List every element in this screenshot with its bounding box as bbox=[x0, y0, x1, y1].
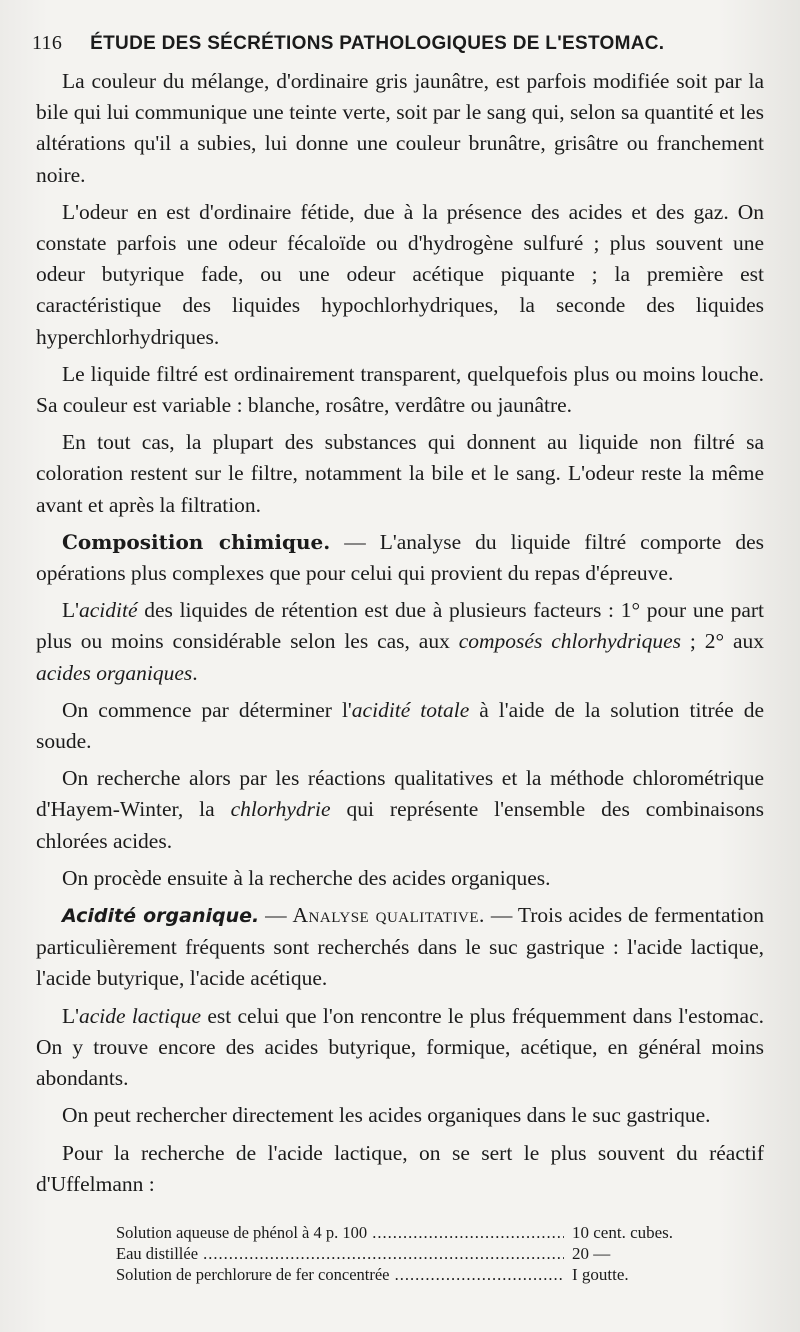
paragraph-3: Le liquide filtré est ordinairement transparent, quelquefois plus ou moins louche. Sa couleur est variable : blanche, rosâtre, verdâtre ou jaunâtre. bbox=[36, 361, 764, 418]
recipe-row bbox=[116, 1222, 756, 1243]
paragraph-5: Composition chimique. — L'analyse du liquide filtré comporte des opérations plus complexes que pour celui qui provient du repas d'épreuve. bbox=[36, 529, 764, 586]
recipe-row bbox=[116, 1264, 756, 1285]
recipe-amount: I goutte. bbox=[572, 1265, 629, 1284]
paragraph-4: En tout cas, la plupart des substances qui donnent au liquide non filtré sa coloration restent sur le filtre, notamment la bile et le sang. L'odeur reste la même avant et après la filtration. bbox=[36, 430, 764, 517]
recipe-row bbox=[116, 1243, 756, 1264]
paragraph-11: L'acide lactique est celui que l'on rencontre le plus fréquemment dans l'estomac. On y trouve encore des acides butyrique, formique, acétique, en général moins abondants. bbox=[36, 1003, 764, 1091]
body-text bbox=[36, 66, 764, 1206]
paragraph-13: Pour la recherche de l'acide lactique, on se sert le plus souvent du réactif d'Uffelmann : bbox=[36, 1140, 764, 1196]
recipe-ingredient: Eau distillée bbox=[116, 1244, 199, 1263]
recipe-ingredient: Solution aqueuse de phénol à 4 p. 100 bbox=[116, 1223, 368, 1242]
paragraph-9: On procède ensuite à la recherche des acides organiques. bbox=[62, 865, 551, 890]
section-heading-acidite-organique: Acidité organique. bbox=[62, 905, 260, 928]
paragraph-1: La couleur du mélange, d'ordinaire gris jaunâtre, est parfois modifiée soit par la bile qui lui communique une teinte verte, soit par le sang qui, selon sa quantité et les altérations qu'il a subies, lui donne une couleur brunâtre, grisâtre ou franchement noire. bbox=[36, 69, 764, 187]
running-header bbox=[32, 32, 772, 60]
paragraph-8: On recherche alors par les réactions qualitatives et la méthode chlorométrique d'Hayem-Winter, la chlorhydrie qui représente l'ensemble des combinaisons chlorées acides. bbox=[36, 766, 764, 853]
paragraph-7: On commence par déterminer l'acidité totale à l'aide de la solution titrée de soude. bbox=[36, 697, 764, 754]
uffelmann-reagent-recipe bbox=[116, 1222, 756, 1285]
subheading-analyse-qualitative: Analyse qualitative. bbox=[292, 903, 485, 928]
section-heading-composition: Composition chimique. bbox=[62, 529, 331, 554]
recipe-ingredient: Solution de perchlorure de fer concentrée bbox=[116, 1265, 390, 1284]
recipe-amount: 10 cent. cubes. bbox=[572, 1223, 674, 1242]
page-number: 116 bbox=[32, 32, 63, 54]
paragraph-10: Acidité organique. — Analyse qualitative. — Trois acides de fermentation particulièrement fréquents sont recherchés dans le suc gastrique : l'acide lactique, l'acide butyrique, l'acide acétique. bbox=[36, 903, 764, 991]
recipe-amount: 20 — bbox=[572, 1244, 611, 1263]
paragraph-6: L'acidité des liquides de rétention est due à plusieurs facteurs : 1° pour une part plus ou moins considérable selon les cas, aux composés chlorhydriques ; 2° aux acides organiques. bbox=[36, 598, 764, 685]
running-title: ÉTUDE DES SÉCRÉTIONS PATHOLOGIQUES DE L'ESTOMAC. bbox=[90, 33, 665, 54]
paragraph-2: L'odeur en est d'ordinaire fétide, due à la présence des acides et des gaz. On constate parfois une odeur fécaloïde ou d'hydrogène sulfuré ; plus souvent une odeur butyrique fade, ou une odeur acétique piquante ; la première est caractéristique des liquides hypochlorhydriques, la seconde des liquides hyperchlorhydriques. bbox=[36, 199, 764, 349]
paragraph-12: On peut rechercher directement les acides organiques dans le suc gastrique. bbox=[62, 1103, 711, 1128]
